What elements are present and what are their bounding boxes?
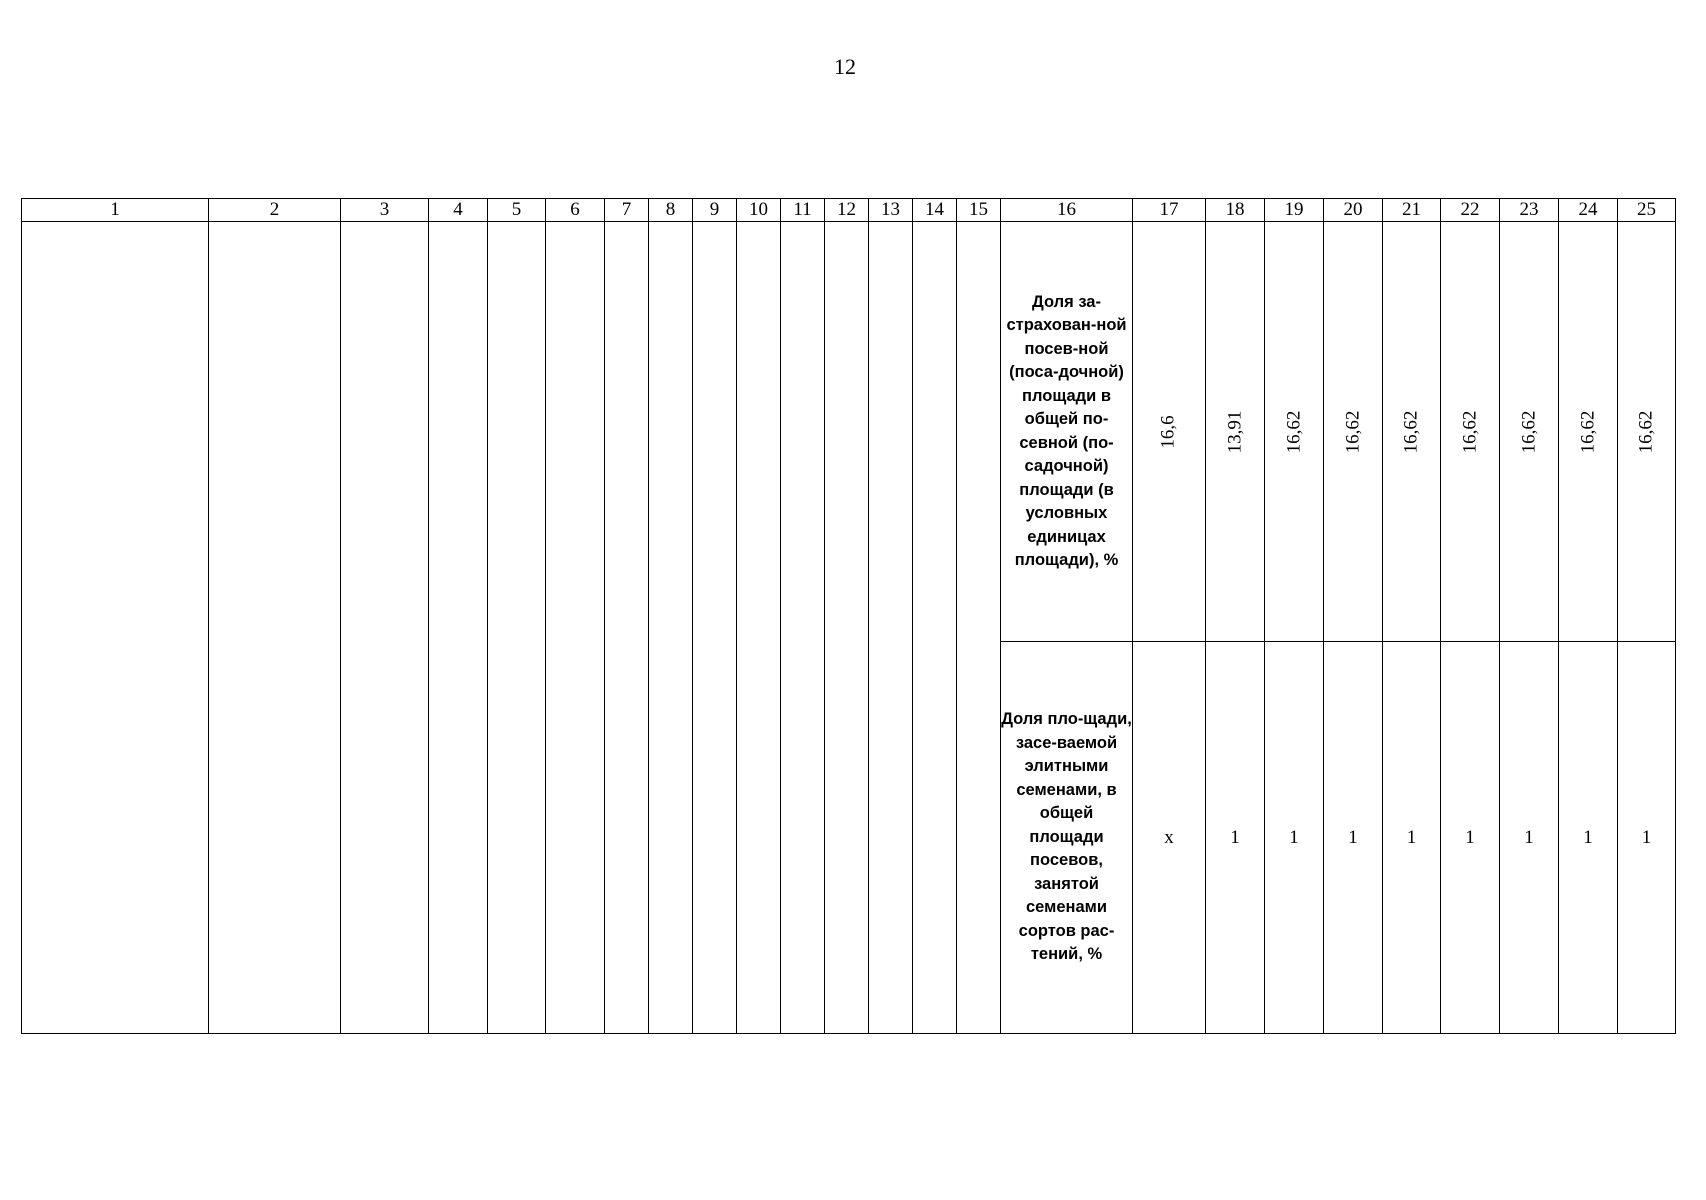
empty-cell [781, 222, 825, 1034]
empty-cell [209, 222, 341, 1034]
column-number: 7 [605, 199, 649, 222]
empty-cell [22, 222, 209, 1034]
indicator-label: Доля за-страхован-ной посев-ной (поса-дочной) площади в общей по-севной (по-садочной) площади (в условных единицах площади), % [1001, 222, 1133, 642]
value-text: 13,91 [1224, 410, 1245, 453]
empty-cell [649, 222, 693, 1034]
value-cell [1618, 222, 1676, 642]
value-cell [1383, 222, 1441, 642]
value-cell: 1 [1500, 642, 1559, 1034]
column-number: 22 [1441, 199, 1500, 222]
column-number: 20 [1324, 199, 1383, 222]
value-cell [1133, 222, 1206, 642]
value-cell: x [1133, 642, 1206, 1034]
value-cell: 1 [1324, 642, 1383, 1034]
value-cell [1441, 222, 1500, 642]
empty-cell [341, 222, 429, 1034]
column-number: 1 [22, 199, 209, 222]
column-number: 9 [693, 199, 737, 222]
column-number: 18 [1206, 199, 1265, 222]
column-number: 12 [825, 199, 869, 222]
column-number: 2 [209, 199, 341, 222]
column-number: 19 [1265, 199, 1324, 222]
empty-cell [546, 222, 605, 1034]
value-cell: 1 [1206, 642, 1265, 1034]
value-text: 16,62 [1635, 410, 1657, 453]
empty-cell [957, 222, 1001, 1034]
value-cell [1500, 222, 1559, 642]
value-text: 16,62 [1342, 410, 1363, 453]
empty-cell [869, 222, 913, 1034]
empty-cell [693, 222, 737, 1034]
value-cell [1324, 222, 1383, 642]
column-number: 3 [341, 199, 429, 222]
column-number: 24 [1559, 199, 1618, 222]
empty-cell [913, 222, 957, 1034]
value-cell: 1 [1618, 642, 1676, 1034]
empty-cell [737, 222, 781, 1034]
value-text: 16,62 [1518, 410, 1539, 453]
empty-cell [605, 222, 649, 1034]
data-table [21, 198, 1676, 1034]
column-number: 14 [913, 199, 957, 222]
value-cell: 1 [1383, 642, 1441, 1034]
column-number: 15 [957, 199, 1001, 222]
column-number: 13 [869, 199, 913, 222]
column-number: 5 [488, 199, 546, 222]
value-text: 16,62 [1577, 410, 1598, 453]
column-number: 11 [781, 199, 825, 222]
column-number: 4 [429, 199, 488, 222]
value-text: 16,62 [1459, 410, 1480, 453]
empty-cell [429, 222, 488, 1034]
value-cell: 1 [1559, 642, 1618, 1034]
value-cell [1265, 222, 1324, 642]
value-cell [1559, 222, 1618, 642]
value-cell: 1 [1265, 642, 1324, 1034]
column-number: 21 [1383, 199, 1441, 222]
page-number: 12 [834, 54, 856, 79]
value-text: 16,62 [1283, 410, 1304, 453]
column-number: 6 [546, 199, 605, 222]
column-number: 10 [737, 199, 781, 222]
column-number: 25 [1618, 199, 1676, 222]
column-number: 8 [649, 199, 693, 222]
indicator-label: Доля пло-щади, засе-ваемой элитными семенами, в общей площади посевов, занятой семенами сортов рас-тений, % [1001, 642, 1133, 1034]
empty-cell [488, 222, 546, 1034]
value-cell [1206, 222, 1265, 642]
table-row-insured-area [22, 222, 1676, 642]
empty-cell [825, 222, 869, 1034]
value-text: 16,62 [1400, 410, 1422, 453]
column-number-row [22, 199, 1676, 222]
column-number: 17 [1133, 199, 1206, 222]
column-number: 16 [1001, 199, 1133, 222]
value-text: 16,6 [1158, 414, 1179, 449]
value-cell: 1 [1441, 642, 1500, 1034]
column-number: 23 [1500, 199, 1559, 222]
